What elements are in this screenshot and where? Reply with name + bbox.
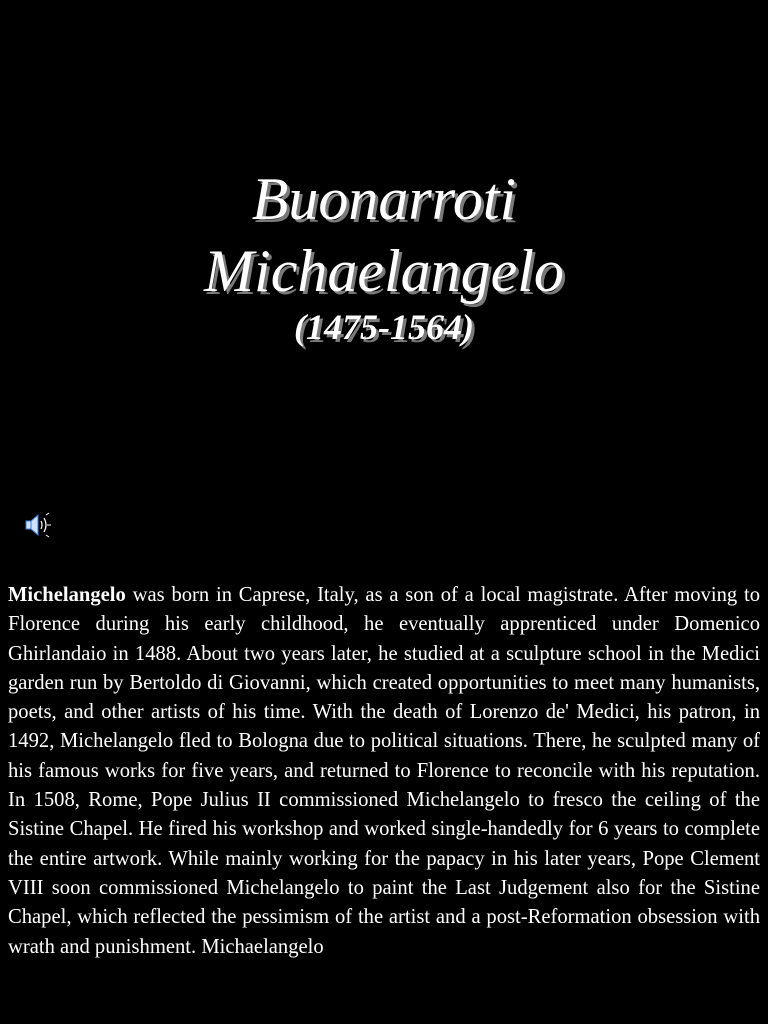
speaker-icon[interactable] <box>24 512 54 538</box>
title-years: (1475-1564) <box>294 307 474 347</box>
title-line-1: Buonarroti <box>251 166 517 232</box>
biography-paragraph <box>8 581 760 962</box>
biography-lead-name: Michelangelo <box>8 584 126 606</box>
title-block <box>0 163 768 351</box>
biography-text: was born in Caprese, Italy, as a son of a local magistrate. After moving to Florence during his early childhood, he eventually apprenticed under Domenico Ghirlandaio in 1488. About two years later, he studied at a sculpture school in the Medici garden run by Bertoldo di Giovanni, which created opportunities to meet many humanists, poets, and other artists of his time. With the death of Lorenzo de' Medici, his patron, in 1492, Michelangelo fled to Bologna due to political situations. There, he sculpted many of his famous works for five years, and returned to Florence to reconcile with his reputation. In 1508, Rome, Pope Julius II commissioned Michelangelo to fresco the ceiling of the Sistine Chapel. He fired his workshop and worked single-handedly for 6 years to complete the entire artwork. While mainly working for the papacy in his later years, Pope Clement VIII soon commissioned Michelangelo to paint the Last Judgement also for the Sistine Chapel, which reflected the pessimism of the artist and a post-Reformation obsession with wrath and punishment. Michaelangelo <box>8 584 760 958</box>
title-line-2: Michaelangelo <box>204 238 564 304</box>
speaker-icon-graphic <box>24 512 54 538</box>
